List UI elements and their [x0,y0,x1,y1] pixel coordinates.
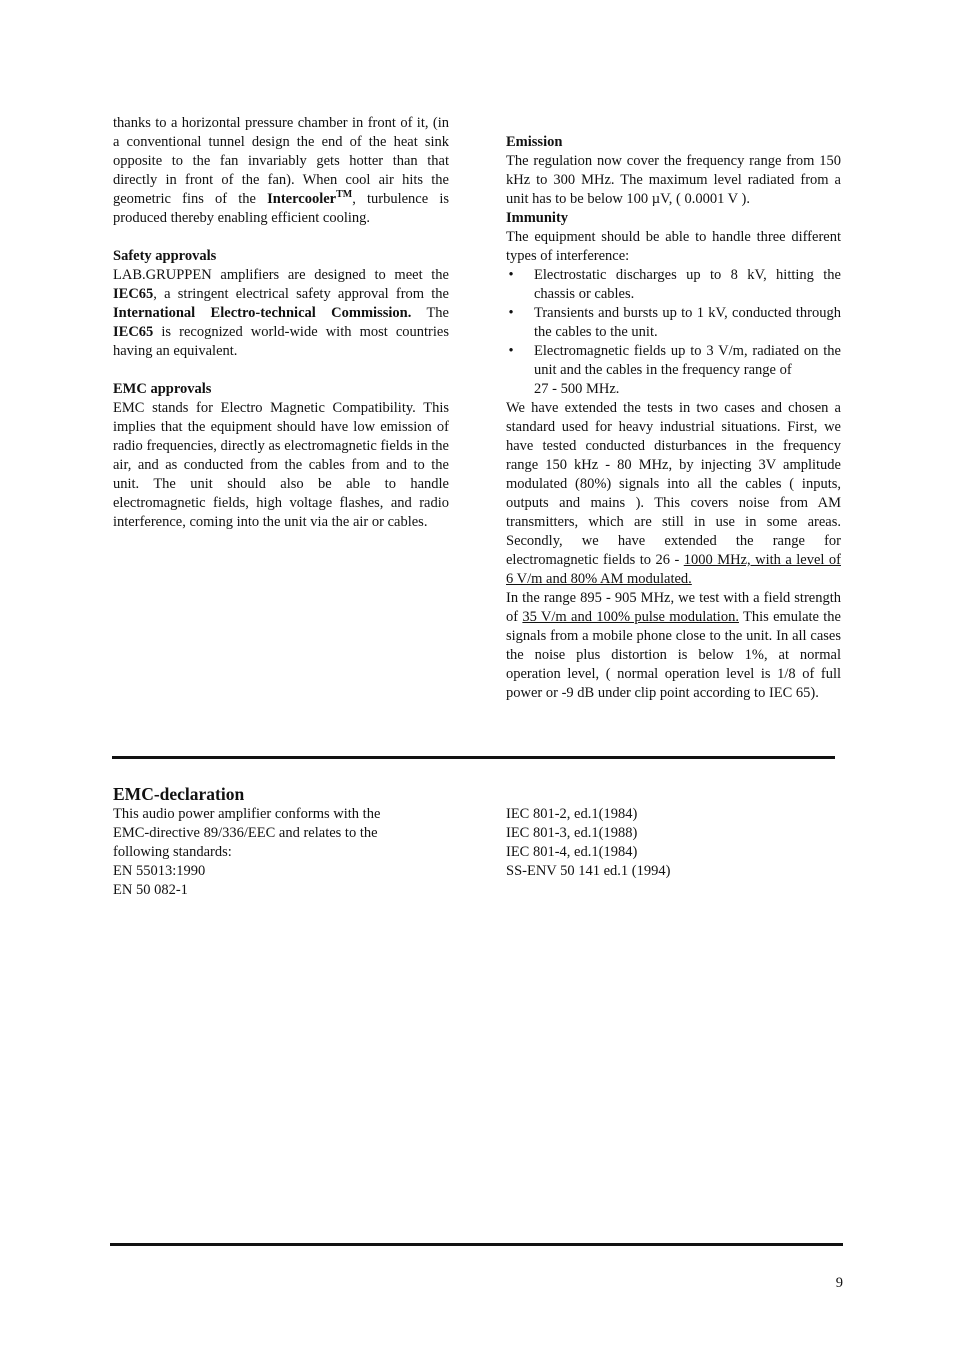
emc-declaration-title: EMC-declaration [113,784,245,804]
list-item [506,266,841,304]
section-divider [112,756,835,759]
extended-text-3: This emulate the signals from a mobile phone close to the unit. In all cases the noise plus distortion is below 1%, at normal operation level, ( normal operation level is 1/8 of full power or -9 dB under clip point according to IEC 65). [506,609,841,701]
safety-text-4: is recognized world-wide with most countries having an equivalent. [113,324,449,359]
immunity-heading: Immunity [506,210,569,226]
safety-text-2: , a stringent electrical safety approval from the [153,286,449,302]
list-item-text: Transients and bursts up to 1 kV, conducted through the cables to the unit. [534,305,841,340]
standard-line: SS-ENV 50 141 ed.1 (1994) [506,863,671,879]
iec65-term-2: IEC65 [113,324,154,340]
page-number: 9 [835,1275,843,1291]
emc-approvals-paragraph: EMC stands for Electro Magnetic Compatibility. This implies that the equipment should have low emission of radio frequencies, directly as electromagnetic fields in the air, and as conducted from the cables from and to the unit. The unit should also be able to handle electromagnetic fields, high voltage flashes, and radio interference, coming into the unit via the air or cables. [113,400,449,530]
extended-underline-2: 35 V/m and 100% pulse modulation. [522,609,739,625]
bullet-icon: • [508,305,514,321]
extended-underline-1: 1000 MHz, with a level of 6 V/m and 80% AM modulated. [506,552,841,587]
extended-text-1: We have extended the tests in two cases and chosen a standard used for heavy industrial situations. First, we have tested conducted disturbances in the frequency range 150 kHz - 80 MHz, by injecting 3V amplitude modulated (80%) signals into all the cables ( inputs, outputs and mains ). This covers noise from AM transmitters, which are still in use in some areas. Secondly, we have extended the range for electromagnetic fields to 26 - [506,400,841,568]
left-column [113,114,449,532]
emission-heading: Emission [506,134,563,150]
standard-line: IEC 801-2, ed.1(1984) [506,806,638,822]
declaration-line: EMC-directive 89/336/EEC and relates to the [113,825,378,841]
bullet-icon: • [508,343,514,359]
right-column [506,133,841,703]
emc-approvals-heading: EMC approvals [113,381,212,397]
standard-line: IEC 801-4, ed.1(1984) [506,844,638,860]
safety-text-1: LAB.GRUPPEN amplifiers are designed to meet the [113,267,449,283]
intercooler-paragraph [113,114,449,228]
list-item [506,342,841,399]
declaration-line: EN 55013:1990 [113,863,206,879]
list-item-text: Electrostatic discharges up to 8 kV, hitting the chassis or cables. [534,267,841,302]
list-item [506,304,841,342]
declaration-line: This audio power amplifier conforms with the [113,806,381,822]
standard-line: IEC 801-3, ed.1(1988) [506,825,638,841]
extended-tests-paragraph [506,399,841,703]
safety-heading: Safety approvals [113,248,217,264]
immunity-list [506,266,841,399]
declaration-left-block [113,805,433,900]
iec65-term: IEC65 [113,286,154,302]
iec-commission-term: International Electro-technical Commission. [113,305,412,321]
intro-text-end: , turbulence is produced thereby enabling efficient cooling. [113,191,449,226]
bullet-icon: • [508,267,514,283]
emission-paragraph: The regulation now cover the frequency range from 150 kHz to 300 MHz. The maximum level radiated from a unit has to be below 100 µV, ( 0.0001 V ). [506,153,841,207]
intro-text: thanks to a horizontal pressure chamber in front of it, (in a conventional tunnel design the end of the heat sink opposite to the fan invariably gets hotter than that directly in front of the fan). When cool air hits the geometric fins of the [113,115,449,207]
safety-text-3: The [411,305,449,321]
footer-divider [110,1243,843,1246]
extended-text-2: In the range 895 - 905 MHz, we test with a field strength of [506,590,841,625]
declaration-line: following standards: [113,844,232,860]
safety-paragraph [113,266,449,361]
intercooler-term: Intercooler [267,191,337,207]
trademark-mark: TM [336,189,353,201]
declaration-right-block [506,805,806,881]
list-item-text-tail: 27 - 500 MHz. [534,381,620,397]
declaration-line: EN 50 082-1 [113,882,188,898]
immunity-intro: The equipment should be able to handle three different types of interference: [506,229,841,264]
list-item-text: Electromagnetic fields up to 3 V/m, radiated on the unit and the cables in the frequency range of [534,343,841,378]
